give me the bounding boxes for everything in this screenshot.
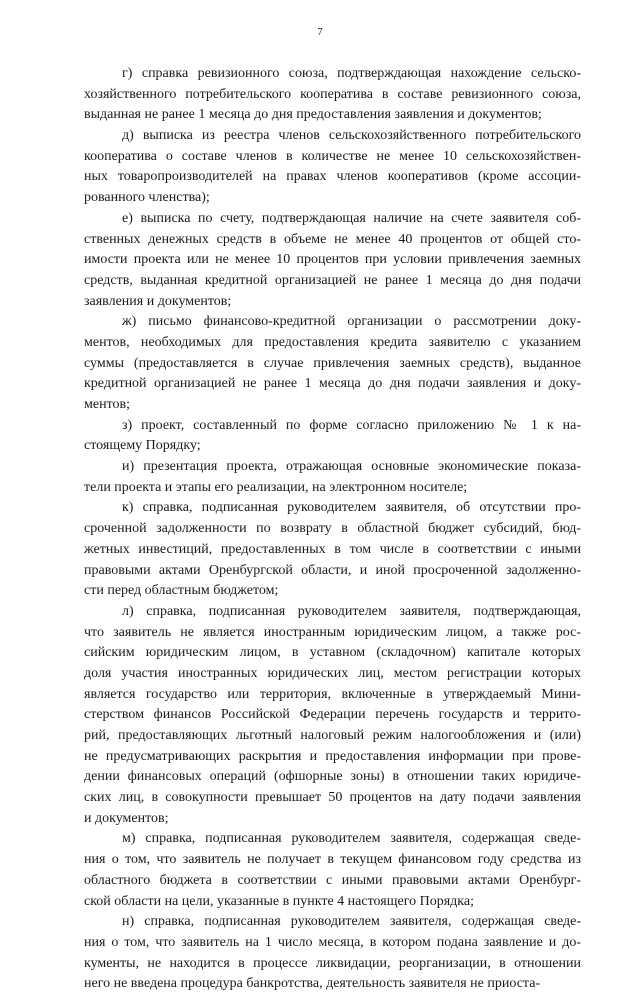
paragraph-k [84, 498, 581, 601]
paragraph-m [84, 829, 581, 912]
text-line: правовыми актами Оренбургской области, и иной просроченной задолженно- [84, 562, 581, 578]
text-line: не предусматривающих раскрытия и предоставления информации при прове- [84, 748, 581, 764]
text-line: ской области на цели, указанные в пункте 4 настоящего Порядка; [84, 893, 474, 909]
paragraph-g [84, 64, 581, 126]
paragraph-zh [84, 312, 581, 415]
text-line: ния о том, что заявитель на 1 число месяца, в котором подана заявление и до- [84, 934, 581, 950]
text-line: м) справка, подписанная руководителем заявителя, содержащая сведе- [122, 831, 581, 847]
text-line: сроченной задолженности по возврату в областной бюджет субсидий, бюд- [84, 521, 581, 537]
text-line: тели проекта и этапы его реализации, на электронном носителе; [84, 479, 468, 495]
paragraph-n [84, 912, 581, 995]
paragraph-i [84, 457, 581, 498]
document-body [84, 64, 581, 995]
text-line: и документов; [84, 810, 169, 826]
text-line: ментов, необходимых для предоставления кредита заявителю с указанием [84, 334, 581, 350]
text-line: л) справка, подписанная руководителем заявителя, подтверждающая, [122, 603, 581, 619]
text-line: ских лиц, в совокупности превышает 50 процентов на дату подачи заявления [84, 790, 581, 806]
text-line: кументы, не находится в процессе ликвидации, реорганизации, в отношении [84, 955, 581, 971]
page-number: 7 [317, 26, 323, 38]
text-line: и) презентация проекта, отражающая основные экономические показа- [122, 459, 581, 475]
text-line: ментов; [84, 397, 130, 412]
text-line: ственных денежных средств в объеме не менее 40 процентов от общей сто- [84, 231, 581, 247]
text-line: заявления и документов; [84, 293, 232, 309]
paragraph-d [84, 126, 581, 209]
text-line: рий, предоставляющих льготный налоговый режим налогообложения и (или) [84, 728, 581, 743]
text-line: имости проекта или не менее 10 процентов при условии привлечения заемных [84, 252, 581, 268]
text-line: г) справка ревизионного союза, подтверждающая нахождение сельско- [122, 66, 581, 81]
text-line: хозяйственного потребительского кооператива в составе ревизионного союза, [84, 86, 581, 102]
text-line: д) выписка из реестра членов сельскохозяйственного потребительского [122, 128, 581, 144]
text-line: что заявитель не является иностранным юридическим лицом, а также рос- [84, 624, 581, 640]
text-line: ж) письмо финансово-кредитной организации о рассмотрении доку- [122, 314, 581, 330]
paragraph-z [84, 416, 581, 457]
text-line: н) справка, подписанная руководителем заявителя, содержащая сведе- [122, 914, 581, 930]
text-line: е) выписка по счету, подтверждающая наличие на счете заявителя соб- [122, 210, 581, 226]
text-line: з) проект, составленный по форме согласно приложению № 1 к на- [122, 417, 581, 433]
text-line: суммы (предоставляется в случае привлечения заемных средств), выданное [84, 355, 581, 371]
text-line: является государство или территория, включенные в утверждаемый Мини- [84, 686, 581, 702]
text-line: к) справка, подписанная руководителем заявителя, об отсутствии про- [122, 500, 581, 516]
text-line: доля участия иностранных юридических лиц, местом регистрации которых [84, 665, 581, 681]
text-line: сти перед областным бюджетом; [84, 583, 279, 599]
text-line: выданная не ранее 1 месяца до дня предоставления заявления и документов; [84, 107, 542, 123]
paragraph-e [84, 209, 581, 312]
text-line: стерством финансов Российской Федерации перечень государств и террито- [84, 707, 581, 723]
paragraph-l [84, 602, 581, 830]
text-line: рованного членства); [84, 190, 210, 206]
text-line: ных товаропроизводителей на правах членов кооперативов (кроме ассоции- [84, 169, 581, 185]
text-line: сийским юридическим лицом, в уставном (складочном) капитале которых [84, 645, 581, 661]
text-line: кооператива о составе членов в количестве не менее 10 сельскохозяйствен- [84, 148, 581, 164]
text-line: ния о том, что заявитель не получает в текущем финансовом году средства из [84, 852, 581, 868]
text-line: жетных инвестиций, предоставленных в том числе в соответствии с иными [84, 541, 581, 557]
text-line: кредитной организацией не ранее 1 месяца до дня подачи заявления и доку- [84, 376, 581, 392]
text-line: стоящему Порядку; [84, 438, 201, 454]
text-line: дении финансовых операций (офшорные зоны) в отношении таких юридиче- [84, 769, 581, 785]
text-line: средств, выданная кредитной организацией не ранее 1 месяца до дня подачи [84, 272, 581, 288]
text-line: областного бюджета в соответствии с иными правовыми актами Оренбург- [84, 872, 581, 888]
text-line: него не введена процедура банкротства, деятельность заявителя не приоста- [84, 976, 541, 992]
